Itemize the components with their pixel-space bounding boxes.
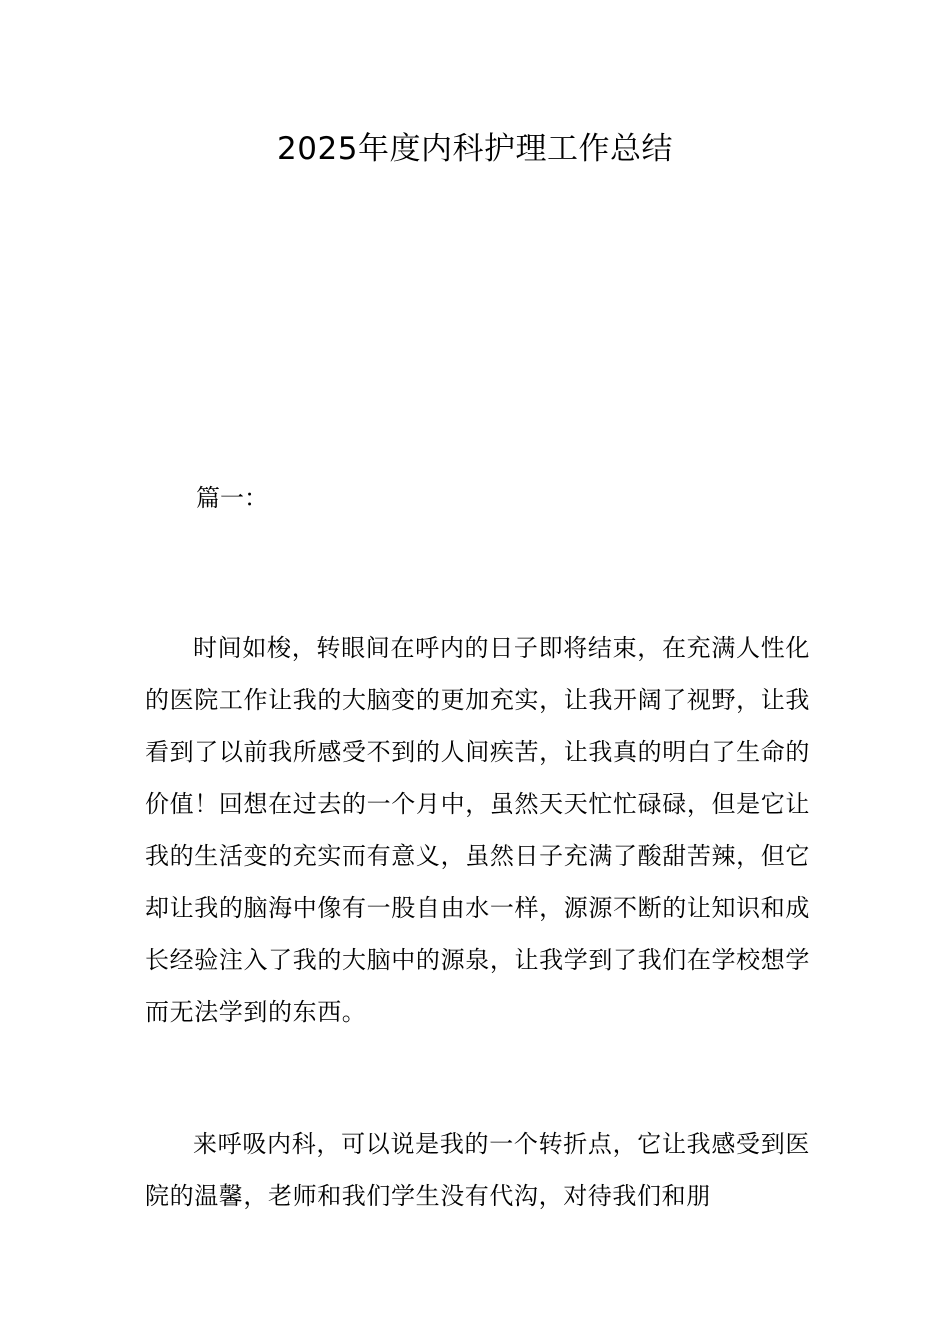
section-label: 篇一： xyxy=(196,484,268,512)
document-title: 2025年度内科护理工作总结 xyxy=(277,131,673,167)
paragraph-2: 来呼吸内科，可以说是我的一个转折点，它让我感受到医院的温馨，老师和我们学生没有代沟，对待我们和朋 xyxy=(145,1130,810,1210)
paragraph-1: 时间如梭，转眼间在呼内的日子即将结束，在充满人性化的医院工作让我的大脑变的更加充实，让我开阔了视野，让我看到了以前我所感受不到的人间疾苦，让我真的明白了生命的价值！回想在过去的一个月中，虽然天天忙忙碌碌，但是它让我的生活变的充实而有意义，虽然日子充满了酸甜苦辣，但它却让我的脑海中像有一股自由水一样，源源不断的让知识和成长经验注入了我的大脑中的源泉，让我学到了我们在学校想学而无法学到的东西。 xyxy=(145,634,810,1026)
